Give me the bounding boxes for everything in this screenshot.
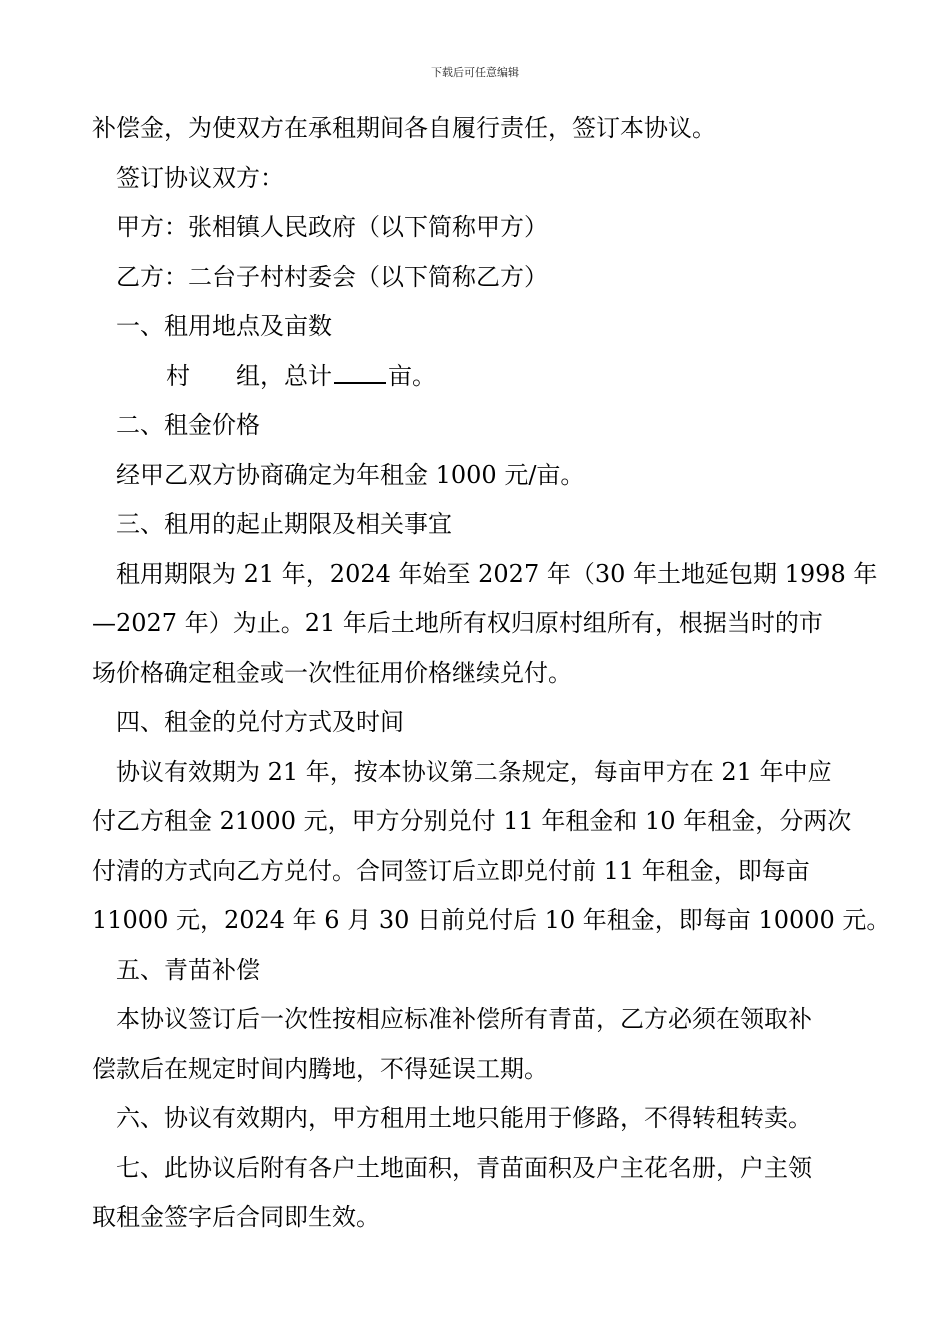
section-heading: 五、青苗补偿 <box>116 955 260 984</box>
party-b-line: 乙方：二台子村村委会（以下简称乙方） <box>116 262 548 291</box>
paragraph-line: —2027 年）为止。21 年后土地所有权归原村组所有，根据当时的市 <box>92 609 823 637</box>
paragraph-line: 场价格确定租金或一次性征用价格继续兑付。 <box>92 658 572 687</box>
page-header: 下载后可任意编辑 <box>431 66 519 79</box>
acreage-blank <box>334 356 386 384</box>
paragraph-line: 七、此协议后附有各户土地面积，青苗面积及户主花名册，户主领 <box>116 1153 812 1182</box>
paragraph-line: 租用期限为 21 年，2024 年始至 2027 年（30 年土地延包期 1998 年 <box>116 559 878 588</box>
paragraph-line: 经甲乙双方协商确定为年租金 1000 元/亩。 <box>116 460 585 489</box>
section-heading: 四、租金的兑付方式及时间 <box>116 708 404 736</box>
paragraph-line: 11000 元，2024 年 6 月 30 日前兑付后 10 年租金，即每亩 10000 元。 <box>92 906 891 934</box>
paragraph-line: 偿款后在规定时间内腾地，不得延误工期。 <box>92 1054 548 1083</box>
unit-label: 亩。 <box>388 361 436 390</box>
paragraph-line: 本协议签订后一次性按相应标准补偿所有青苗，乙方必须在领取补 <box>116 1005 812 1033</box>
section-heading: 一、租用地点及亩数 <box>116 312 332 340</box>
paragraph-line: 六、协议有效期内，甲方租用土地只能用于修路，不得转租转卖。 <box>116 1104 812 1132</box>
section-heading: 三、租用的起止期限及相关事宜 <box>116 510 452 538</box>
paragraph-line: 补偿金，为使双方在承租期间各自履行责任，签订本协议。 <box>92 114 716 142</box>
village-label: 村 <box>166 361 190 390</box>
party-a-line: 甲方：张相镇人民政府（以下简称甲方） <box>116 213 548 241</box>
group-label: 组，总计 <box>236 361 332 390</box>
section-heading: 二、租金价格 <box>116 411 260 439</box>
paragraph-line: 付乙方租金 21000 元，甲方分别兑付 11 年租金和 10 年租金，分两次 <box>92 807 852 835</box>
paragraph-line: 取租金签字后合同即生效。 <box>92 1203 380 1231</box>
paragraph-line: 付清的方式向乙方兑付。合同签订后立即兑付前 11 年租金，即每亩 <box>92 856 810 885</box>
paragraph-line: 协议有效期为 21 年，按本协议第二条规定，每亩甲方在 21 年中应 <box>116 757 832 786</box>
section-heading: 签订协议双方： <box>116 163 284 192</box>
document-body <box>92 104 891 1243</box>
location-line <box>92 352 862 402</box>
